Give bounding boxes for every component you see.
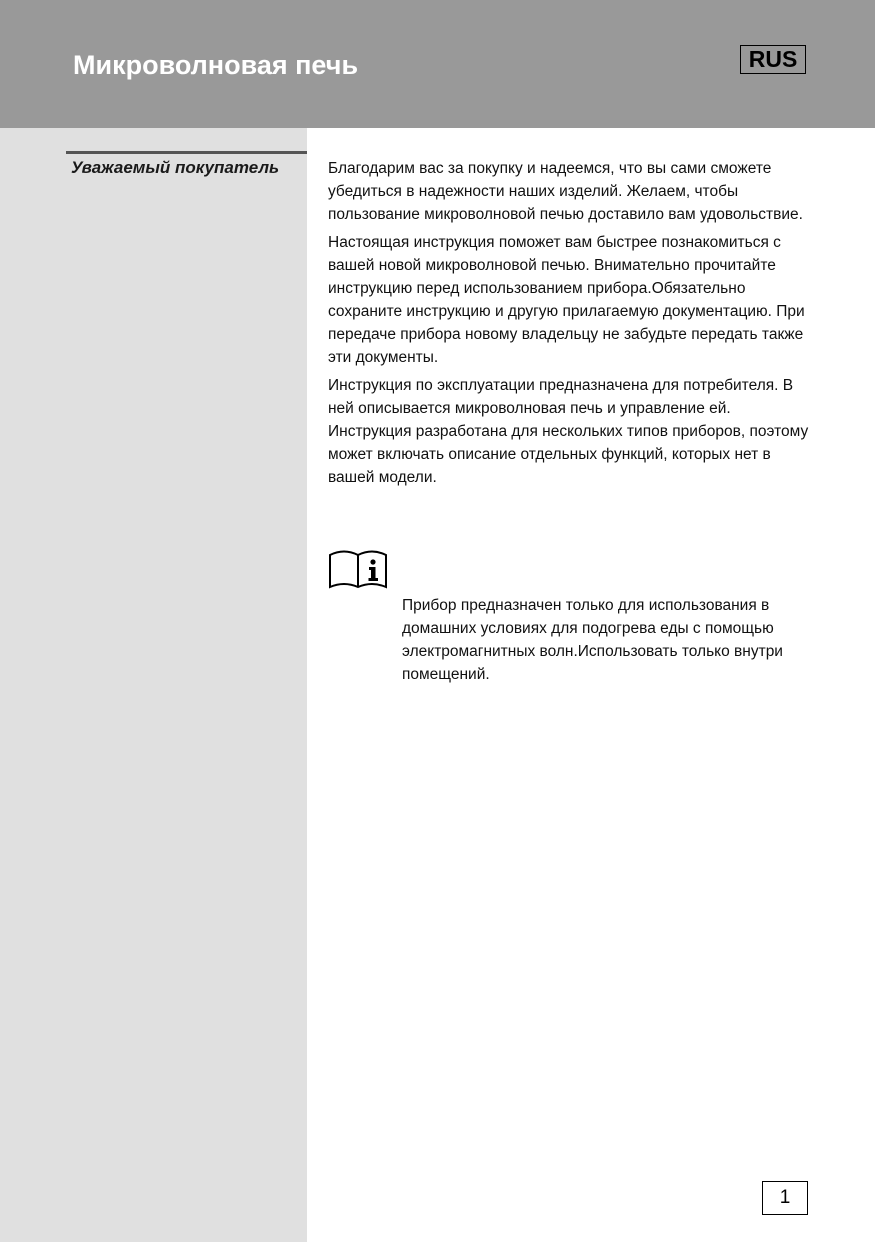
paragraph: Настоящая инструкция поможет вам быстрее познакомиться с вашей новой микроволновой печью. Внимательно прочитайте инструкцию перед использованием прибора.Обязательно сохраните инструкцию и другую прилагаемую документацию. При передаче прибора новому владельцу не забудьте передать также эти документы. (328, 234, 805, 366)
page-title: Микроволновая печь (73, 50, 359, 80)
main-content (328, 157, 813, 494)
info-book-icon (328, 547, 388, 590)
section-heading: Уважаемый покупатель (71, 158, 280, 177)
page-header (0, 0, 875, 128)
sidebar-column (0, 128, 307, 1242)
paragraph: Инструкция по эксплуатации предназначена для потребителя. В ней описывается микроволновая печь и управление ей. Инструкция разработана для нескольких типов приборов, поэтому может включать описание отдельных функций, которых нет в вашей модели. (328, 377, 809, 486)
note-text: Прибор предназначен только для использования в домашних условиях для подогрева еды с помощью электромагнитных волн.Использовать только внутри помещений. (402, 597, 783, 683)
paragraph: Благодарим вас за покупку и надеемся, что вы сами сможете убедиться в надежности наших изделий. Желаем, чтобы пользование микроволновой печью доставило вам удовольствие. (328, 160, 803, 223)
language-badge: RUS (740, 45, 806, 74)
page-number: 1 (762, 1181, 808, 1215)
section-divider (66, 151, 307, 154)
